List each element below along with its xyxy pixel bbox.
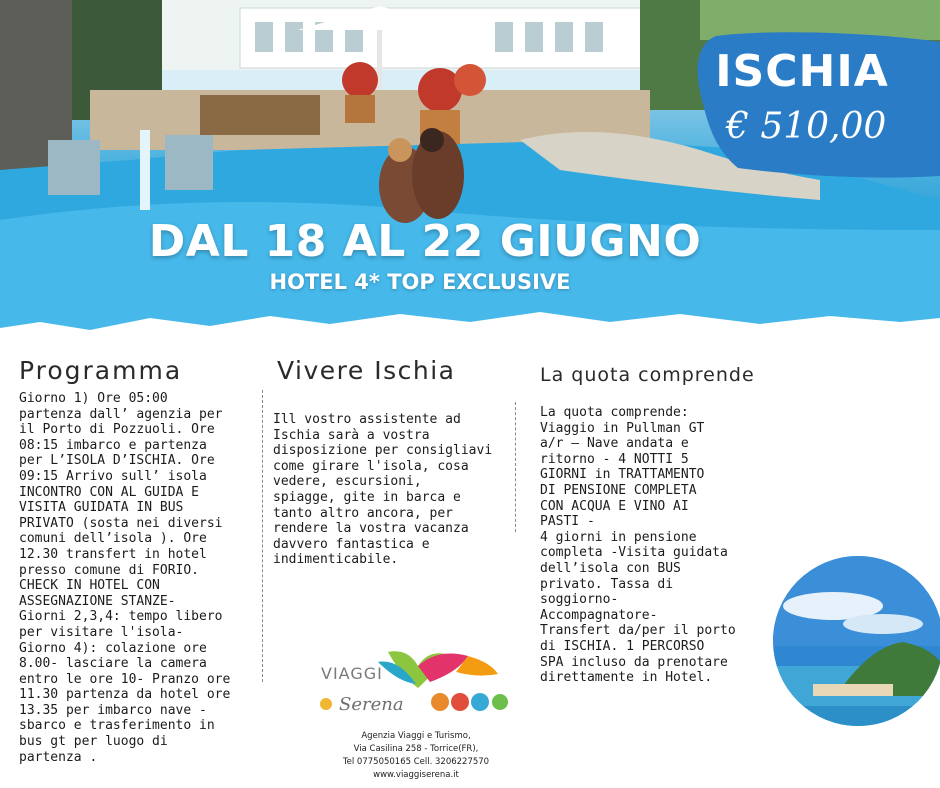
ischia-coast-photo xyxy=(773,556,940,726)
contact-address: Via Casilina 258 - Torrice(FR), xyxy=(353,744,479,754)
sun-icon xyxy=(320,698,332,710)
contact-website[interactable]: www.viaggiserena.it xyxy=(373,770,459,780)
travel-icon xyxy=(431,693,449,711)
quota-comprende-text: La quota comprende: Viaggio in Pullman GT a/r – Nave andata e ritorno - 4 NOTTI 5 GIORNI in TRATTAMENTO DI PENSIONE COMPLETA CON ACQUA E VINO AI PASTI - 4 giorni in pensione completa -Visita guidata dell’isola con BUS privato. Tassa di soggiorno- Accompagnatore- Transfert da/per il porto di ISCHIA. 1 PERCORSO SPA incluso da prenotare direttamente in Hotel. xyxy=(540,405,736,686)
programma-text: Giorno 1) Ore 05:00 partenza dall’ agenzia per il Porto di Pozzuoli. Ore 08:15 imbarco e partenza per L’ISOLA D’ISCHIA. Ore 09:15 Arrivo sull’ isola INCONTRO CON AL GUIDA E VISITA GUIDATA IN BUS PRIVATO (sosta nei diversi comuni dell’isola ). Ore 12.30 transfert in hotel presso comune di FORIO. CHECK IN HOTEL CON ASSEGNAZIONE STANZE- Giorni 2,3,4: tempo libero per visitare l'isola- Giorno 4): colazione ore 8.00- lasciare la camera entro le ore 10- Pranzo ore 11.30 partenza da hotel ore 13.35 per imbarco nave - sbarco e trasferimento in bus gt per luogo di partenza . xyxy=(19,391,231,765)
logo-brand-bottom: Serena xyxy=(339,694,404,715)
viaggi-serena-logo xyxy=(318,648,508,728)
vivere-ischia-heading: Vivere Ischia xyxy=(277,356,456,385)
beach-icon xyxy=(451,693,469,711)
agency-contact xyxy=(332,730,500,782)
column-divider xyxy=(515,402,516,532)
contact-line: Agenzia Viaggi e Turismo, xyxy=(361,731,471,741)
contact-phone: Tel 0775050165 Cell. 3206227570 xyxy=(342,757,490,767)
column-divider xyxy=(262,390,263,682)
logo-brand-top: VIAGGI xyxy=(321,664,383,683)
quota-comprende-heading: La quota comprende xyxy=(540,364,755,386)
plane-icon xyxy=(471,693,489,711)
globe-icon xyxy=(492,694,508,710)
destination-title: ISCHIA xyxy=(715,46,889,97)
price-label: € 510,00 xyxy=(726,106,887,147)
hotel-subheadline: HOTEL 4* TOP EXCLUSIVE xyxy=(269,270,571,294)
dates-headline: DAL 18 AL 22 GIUGNO xyxy=(148,216,702,267)
vivere-ischia-text: Ill vostro assistente ad Ischia sarà a vostra disposizione per consigliavi come girare l'isola, cosa vedere, escursioni, spiagge, gite in barca e tanto altro ancora, per rendere la vostra vacanza davvero fantastica e indimenticabile. xyxy=(273,412,493,568)
programma-heading: Programma xyxy=(19,356,183,385)
